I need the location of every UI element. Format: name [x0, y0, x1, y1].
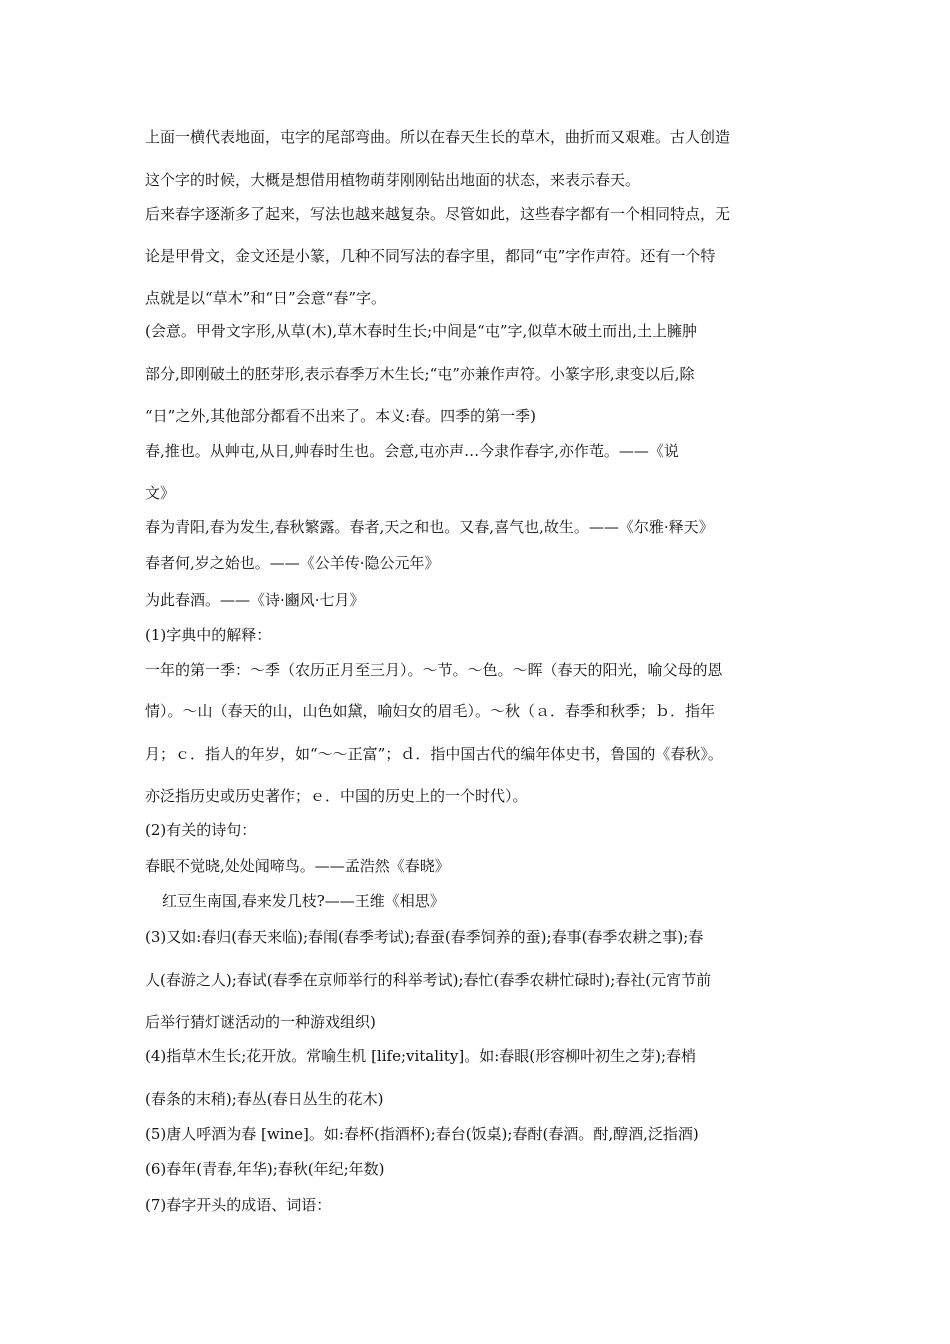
text-line: 后举行猜灯谜活动的一种游戏组织) [145, 1013, 376, 1031]
poem-line: 红豆生南国,春来发几枝?——王维《相思》 [162, 892, 445, 910]
text-line: 论是甲骨文，金文还是小篆，几种不同写法的春字里，都同“屯”字作声符。还有一个特 [145, 247, 716, 265]
text-line: 情）。～山（春天的山，山色如黛，喻妇女的眉毛）。～秋（ａ．春季和秋季；ｂ．指年 [145, 702, 716, 720]
poem-line: 春眠不觉晓,处处闻啼鸟。——孟浩然《春晓》 [145, 857, 450, 875]
text-line: 上面一横代表地面，屯字的尾部弯曲。所以在春天生长的草木，曲折而又艰难。古人创造 [145, 128, 731, 146]
text-line: 点就是以“草木”和“日”会意“春”字。 [145, 289, 387, 307]
text-line: 为此春酒。——《诗·豳风·七月》 [145, 591, 365, 609]
text-line: (6)春年(青春,年华);春秋(年纪;年数) [145, 1160, 385, 1178]
section-heading: (2)有关的诗句： [145, 821, 257, 839]
text-line: 一年的第一季：～季（农历正月至三月）。～节。～色。～晖（春天的阳光，喻父母的恩 [145, 661, 723, 679]
text-line: 月；ｃ．指人的年岁，如“～～正富”；ｄ．指中国古代的编年体史书，鲁国的《春秋》。 [145, 745, 723, 763]
text-line: 亦泛指历史或历史著作；ｅ．中国的历史上的一个时代）。 [145, 787, 528, 805]
text-line: (5)唐人呼酒为春 [wine]。如:春杯(指酒杯);春台(饭桌);春酎(春酒。酎,醇酒,泛指酒) [145, 1125, 699, 1143]
section-heading: (7)春字开头的成语、词语： [145, 1196, 332, 1214]
text-line: 部分,即刚破土的胚芽形,表示春季万木生长;“屯”亦兼作声符。小篆字形,隶变以后,除 [145, 365, 695, 383]
text-line: “日”之外,其他部分都看不出来了。本义:春。四季的第一季) [145, 407, 537, 425]
text-line: 人(春游之人);春试(春季在京师举行的科举考试);春忙(春季农耕忙碌时);春社(元宵节前 [145, 971, 712, 989]
text-line: (3)又如:春归(春天来临);春闱(春季考试);春蚕(春季饲养的蚕);春事(春季农耕之事);春 [145, 928, 704, 946]
text-line: 文》 [145, 484, 176, 502]
text-line: 后来春字逐渐多了起来，写法也越来越复杂。尽管如此，这些春字都有一个相同特点，无 [145, 205, 731, 223]
section-heading: (1)字典中的解释： [145, 626, 272, 644]
text-line: (春条的末稍);春丛(春日丛生的花木) [145, 1090, 384, 1108]
text-line: 春为青阳,春为发生,春秋繁露。春者,天之和也。又春,喜气也,故生。——《尔雅·释天》 [145, 518, 714, 536]
text-line: 春者何,岁之始也。——《公羊传·隐公元年》 [145, 554, 440, 572]
text-line: 这个字的时候，大概是想借用植物萌芽刚刚钻出地面的状态，来表示春天。 [145, 171, 641, 189]
text-line: 春,推也。从艸屯,从日,艸春时生也。会意,屯亦声…今隶作春字,亦作芚。——《说 [145, 442, 679, 460]
text-line: (会意。甲骨文字形,从草(木),草木春时生长;中间是“屯”字,似草木破土而出,土上臃肿 [145, 322, 698, 340]
text-line: (4)指草木生长;花开放。常喻生机 [life;vitality]。如:春眼(形容柳叶初生之芽);春梢 [145, 1047, 697, 1065]
